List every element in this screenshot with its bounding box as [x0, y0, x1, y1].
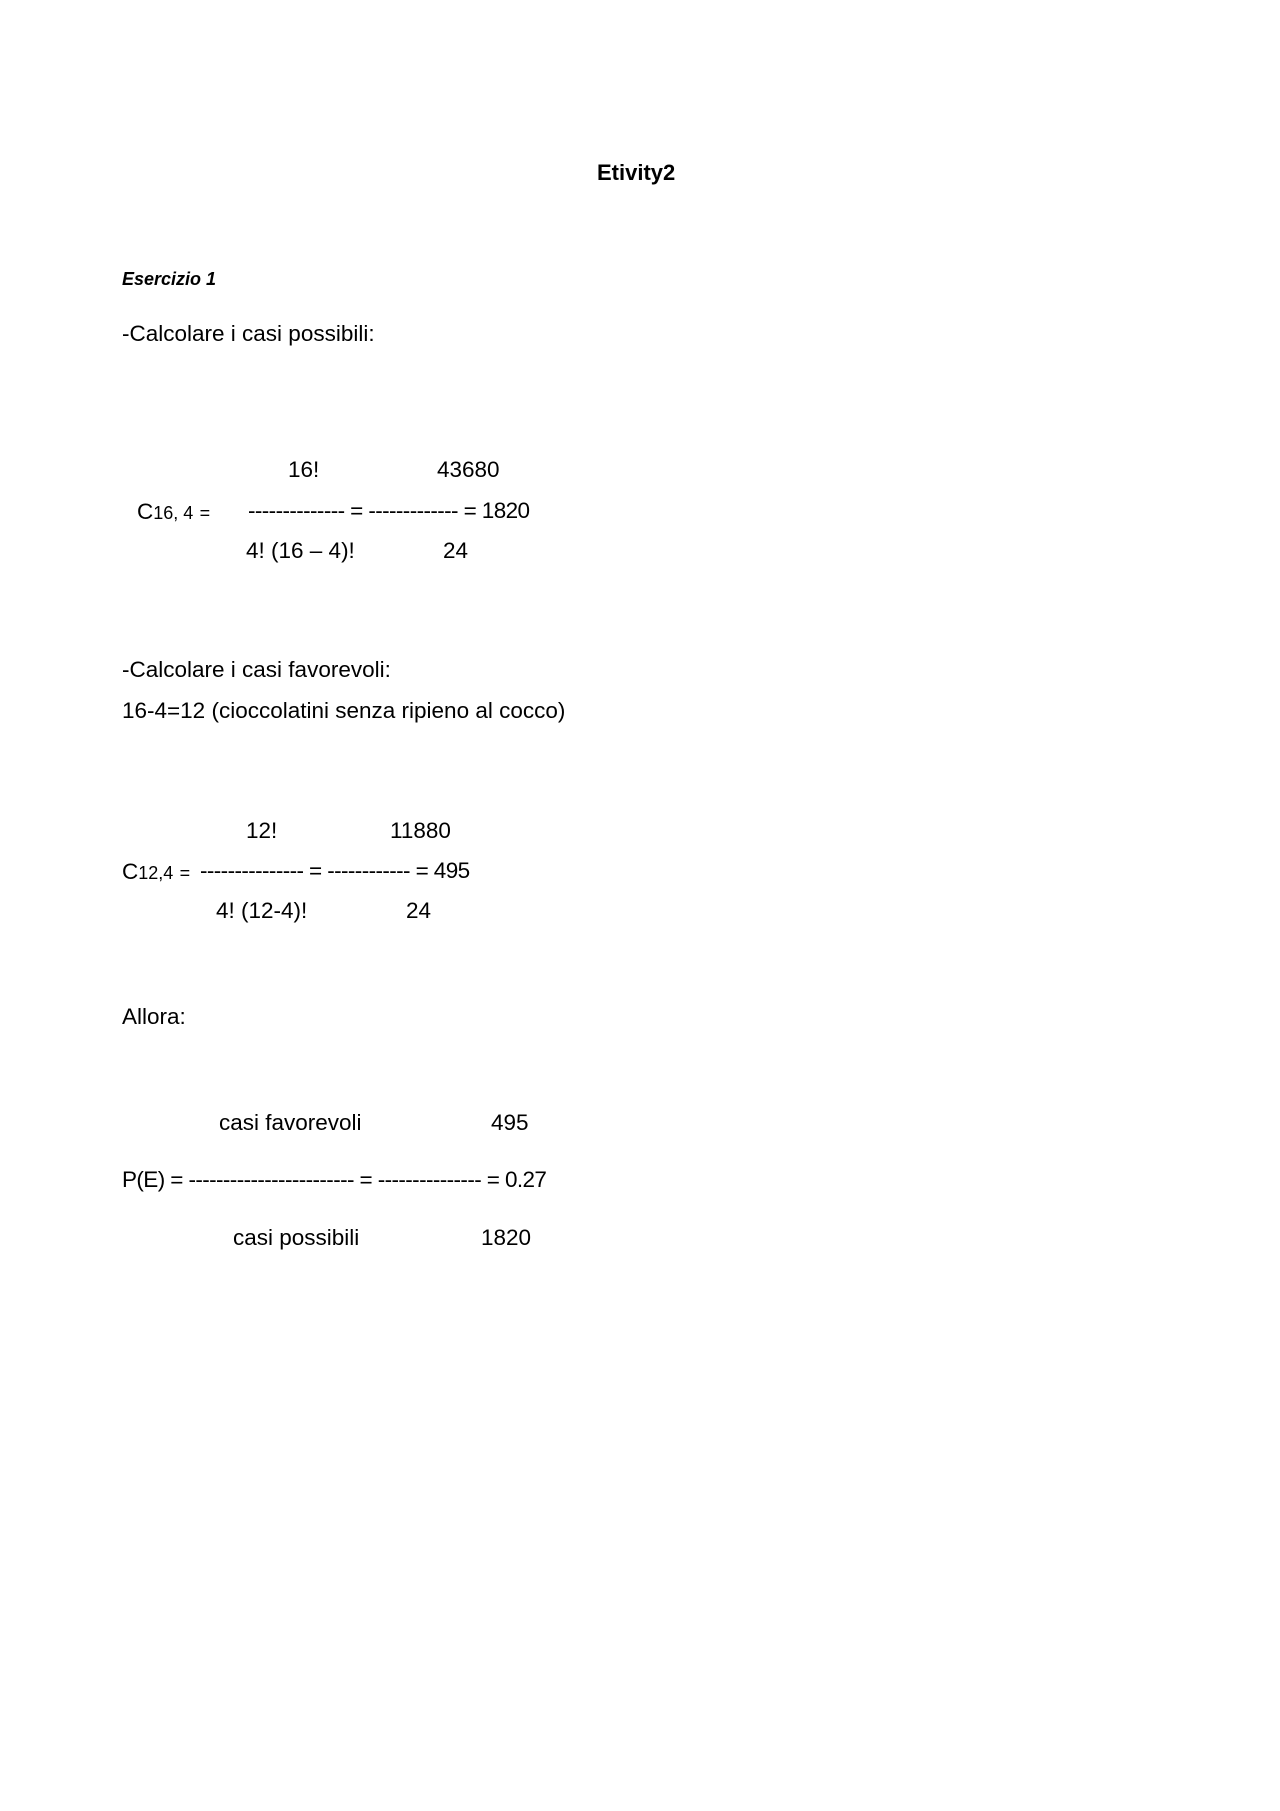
- combination-symbol: C: [122, 858, 139, 884]
- formula-lhs: [137, 498, 211, 524]
- denominator-1: 4! (16 – 4)!: [246, 537, 355, 563]
- combination-symbol: C: [137, 498, 154, 524]
- combination-subscript: 16, 4: [153, 502, 194, 523]
- fraction-line: --------------- = ------------ = 495: [200, 857, 470, 883]
- denominator-2: 1820: [481, 1224, 532, 1250]
- step-possible-cases: -Calcolare i casi possibili:: [122, 320, 375, 346]
- denominator-2: 24: [443, 537, 469, 563]
- numerator-2: 11880: [390, 817, 451, 843]
- numerator-1: 16!: [288, 456, 320, 482]
- numerator-2: 43680: [437, 456, 500, 482]
- denominator-1: casi possibili: [233, 1224, 360, 1250]
- equals: =: [179, 862, 191, 883]
- numerator-1: casi favorevoli: [219, 1109, 362, 1135]
- combination-subscript: 12,4: [138, 862, 174, 883]
- denominator-2: 24: [406, 897, 432, 923]
- document-title: Etivity2: [597, 160, 676, 185]
- numerator-1: 12!: [246, 817, 278, 843]
- fraction-line: P(E) = ------------------------ = --------------- = 0.27: [122, 1166, 547, 1192]
- step-favorable-cases: -Calcolare i casi favorevoli:: [122, 656, 391, 682]
- numerator-2: 495: [491, 1109, 529, 1135]
- exercise-heading: Esercizio 1: [122, 269, 217, 289]
- allora-label: Allora:: [122, 1003, 186, 1029]
- formula-lhs: [122, 858, 191, 884]
- fraction-line: -------------- = ------------- = 1820: [248, 497, 530, 523]
- denominator-1: 4! (12-4)!: [216, 897, 308, 923]
- equals: =: [199, 502, 211, 523]
- step-favorable-detail: 16-4=12 (cioccolatini senza ripieno al cocco): [122, 697, 566, 723]
